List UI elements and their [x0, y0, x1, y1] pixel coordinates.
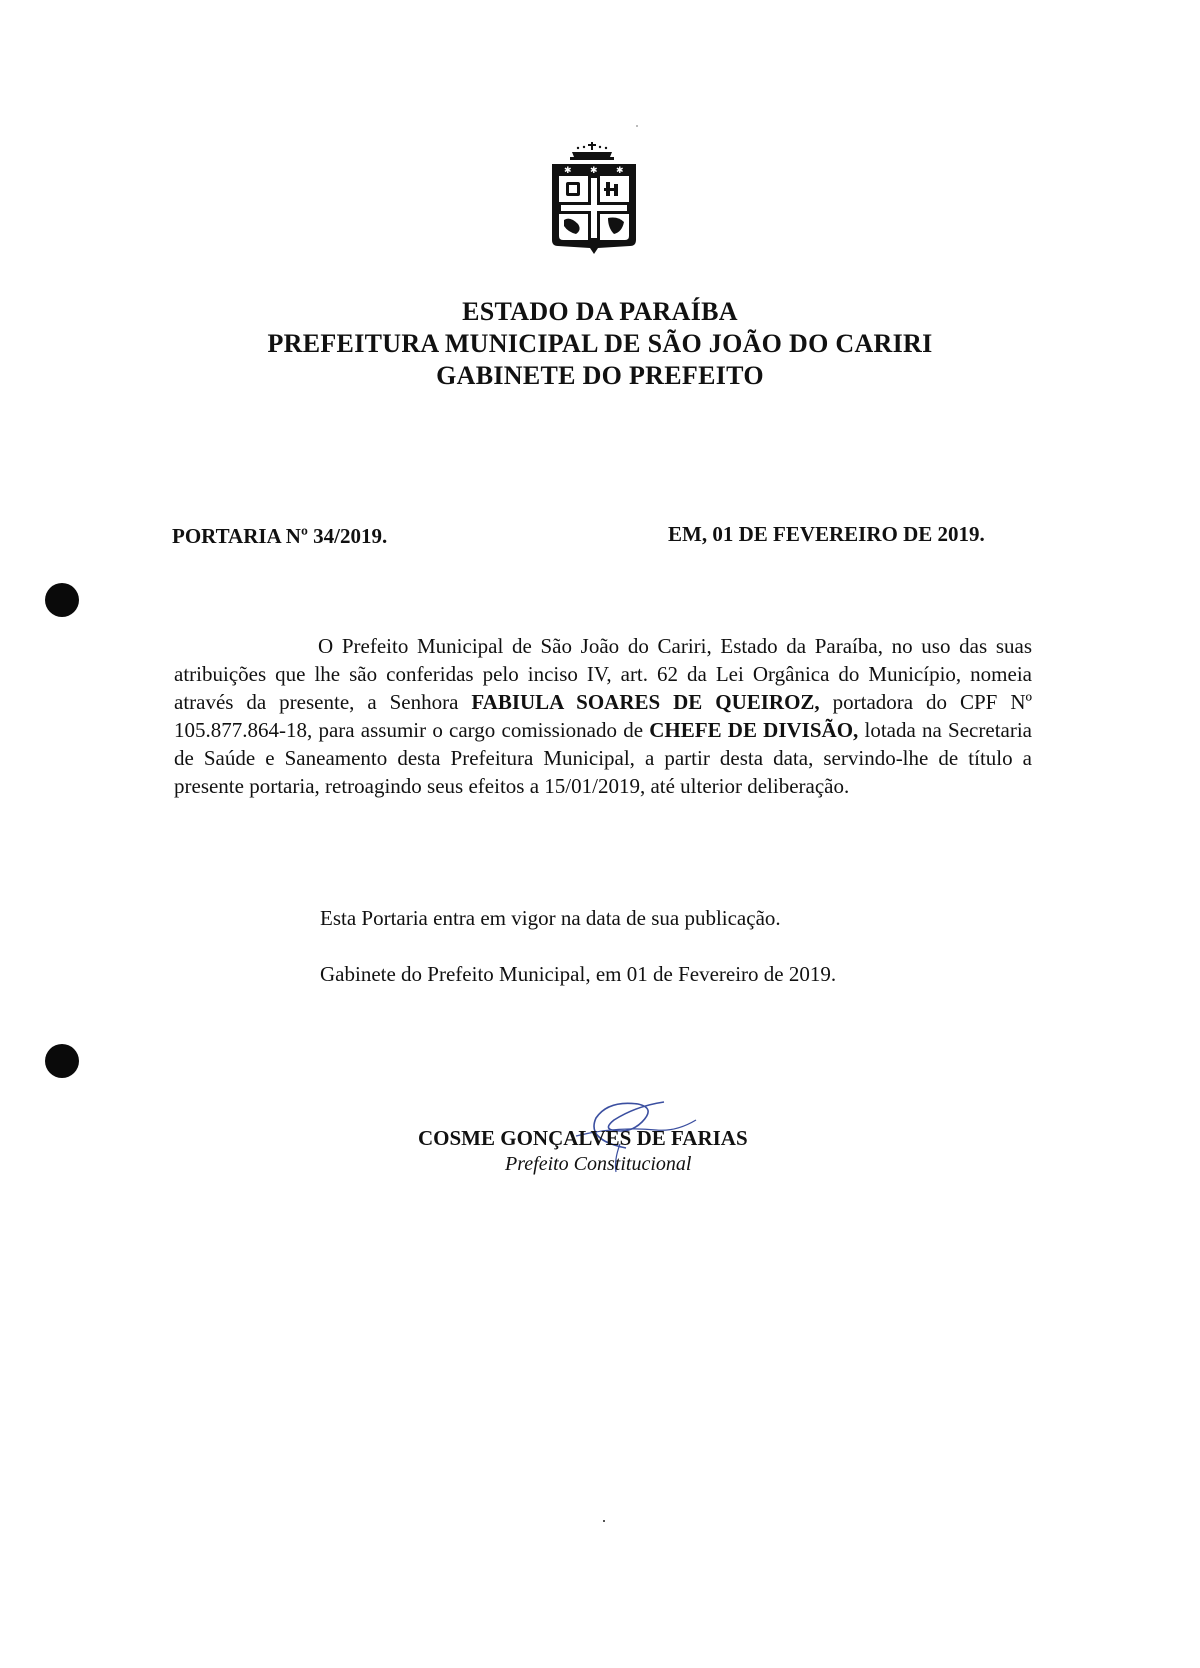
coat-of-arms-icon [548, 142, 640, 260]
scan-speck [603, 1520, 605, 1522]
signer-name: COSME GONÇALVES DE FARIAS [418, 1126, 748, 1150]
signer-title: Prefeito Constitucional [505, 1153, 692, 1175]
paragraph-text: portadora do CPF Nº 105.877.864-18, para assumir o cargo comissionado de [174, 690, 1032, 742]
punch-hole [45, 583, 79, 617]
letterhead [0, 296, 1200, 392]
effective-clause: Esta Portaria entra em vigor na data de sua publicação. [320, 906, 781, 930]
punch-hole [45, 1044, 79, 1078]
svg-text:✱: ✱ [616, 166, 624, 176]
issuing-clause: Gabinete do Prefeito Municipal, em 01 de Fevereiro de 2019. [320, 962, 837, 986]
portaria-number: PORTARIA Nº 34/2019. [172, 524, 388, 548]
header-office: GABINETE DO PREFEITO [436, 361, 764, 390]
paragraph-text: lotada na Secretaria de Saúde e Saneamento desta Prefeitura Municipal, a partir desta data, servindo-lhe de título a presente portaria, retroagindo seus efeitos a 15/01/2019, até ulterior deliberação. [174, 718, 1032, 798]
svg-text:✱: ✱ [564, 166, 572, 176]
appointee-name: FABIULA SOARES DE QUEIROZ, [471, 690, 820, 714]
header-municipality: PREFEITURA MUNICIPAL DE SÃO JOÃO DO CARIRI [267, 329, 933, 358]
appointment-paragraph [174, 632, 1032, 800]
paragraph-text: O Prefeito Municipal de São João do Cariri, Estado da Paraíba, no uso das suas atribuições que lhe são conferidas pelo inciso IV, art. 62 da Lei Orgânica do Município, nomeia através da presente, a Senhora [174, 634, 1032, 714]
scan-speck [636, 125, 638, 127]
header-state: ESTADO DA PARAÍBA [462, 297, 738, 326]
svg-text:✱: ✱ [590, 166, 598, 176]
appointed-role: CHEFE DE DIVISÃO, [649, 718, 859, 742]
portaria-date: EM, 01 DE FEVEREIRO DE 2019. [668, 522, 985, 546]
